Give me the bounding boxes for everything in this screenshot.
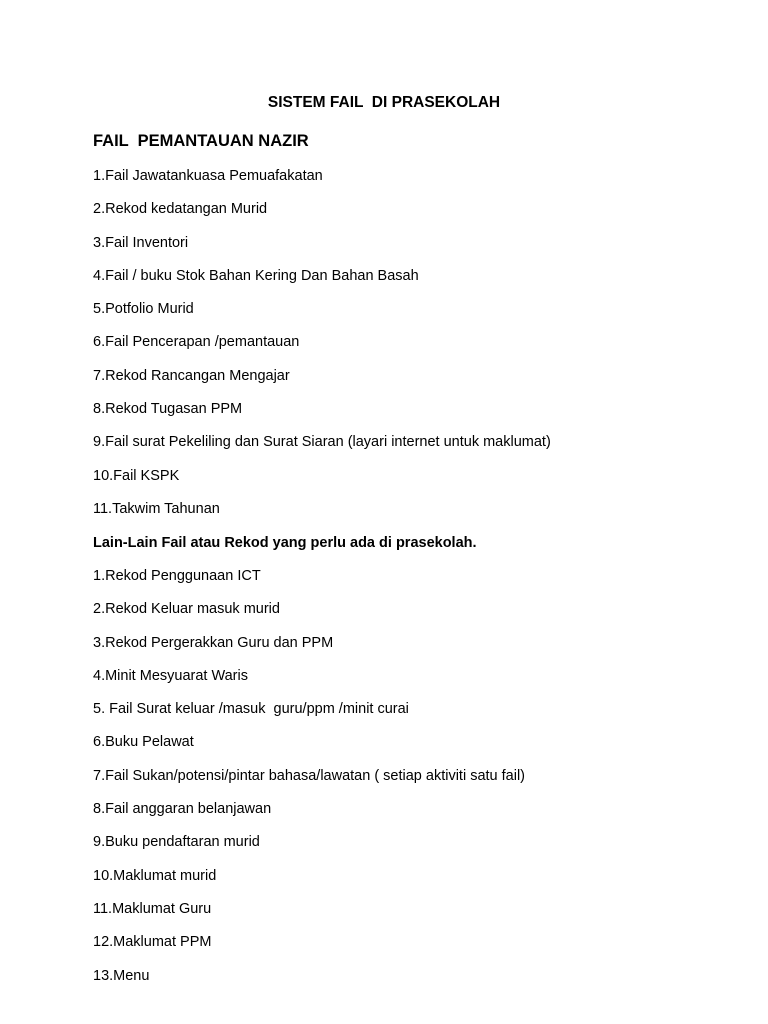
list-item: 9.Buku pendaftaran murid: [93, 834, 260, 851]
list-item: 8.Fail anggaran belanjawan: [93, 801, 272, 818]
list-item: 2.Rekod kedatangan Murid: [93, 201, 268, 218]
list-item: 6.Buku Pelawat: [93, 734, 194, 751]
list-item: 1.Rekod Penggunaan ICT: [93, 568, 261, 584]
section-heading-nazir: FAIL PEMANTAUAN NAZIR: [93, 132, 309, 150]
list-item: 6.Fail Pencerapan /pemantauan: [93, 334, 300, 351]
list-item: 2.Rekod Keluar masuk murid: [93, 601, 280, 618]
list-item: 10.Maklumat murid: [93, 867, 217, 884]
section-heading-other: Lain-Lain Fail atau Rekod yang perlu ada di prasekolah.: [93, 535, 477, 551]
list-item: 12.Maklumat PPM: [93, 934, 212, 951]
list-item: 11.Maklumat Guru: [93, 900, 212, 917]
list-item: 7.Fail Sukan/potensi/pintar bahasa/lawatan ( setiap aktiviti satu fail): [93, 767, 526, 784]
list-item: 5. Fail Surat keluar /masuk guru/ppm /minit curai: [93, 701, 409, 718]
other-file-list: [93, 566, 525, 999]
list-item: 11.Takwim Tahunan: [93, 500, 220, 517]
list-item: 3.Fail Inventori: [93, 234, 189, 251]
list-item: 9.Fail surat Pekeliling dan Surat Siaran (layari internet untuk maklumat): [93, 434, 551, 451]
list-item: 1.Fail Jawatankuasa Pemuafakatan: [93, 168, 323, 184]
list-item: 8.Rekod Tugasan PPM: [93, 401, 243, 418]
list-item: 13.Menu: [93, 967, 150, 984]
list-item: 7.Rekod Rancangan Mengajar: [93, 367, 290, 384]
list-item: 4.Fail / buku Stok Bahan Kering Dan Bahan Basah: [93, 267, 419, 284]
list-item: 3.Rekod Pergerakkan Guru dan PPM: [93, 634, 334, 651]
list-item: 10.Fail KSPK: [93, 467, 180, 484]
document-title: SISTEM FAIL DI PRASEKOLAH: [267, 94, 501, 111]
nazir-file-list: [93, 166, 551, 532]
list-item: 4.Minit Mesyuarat Waris: [93, 667, 248, 684]
list-item: 5.Potfolio Murid: [93, 301, 194, 318]
